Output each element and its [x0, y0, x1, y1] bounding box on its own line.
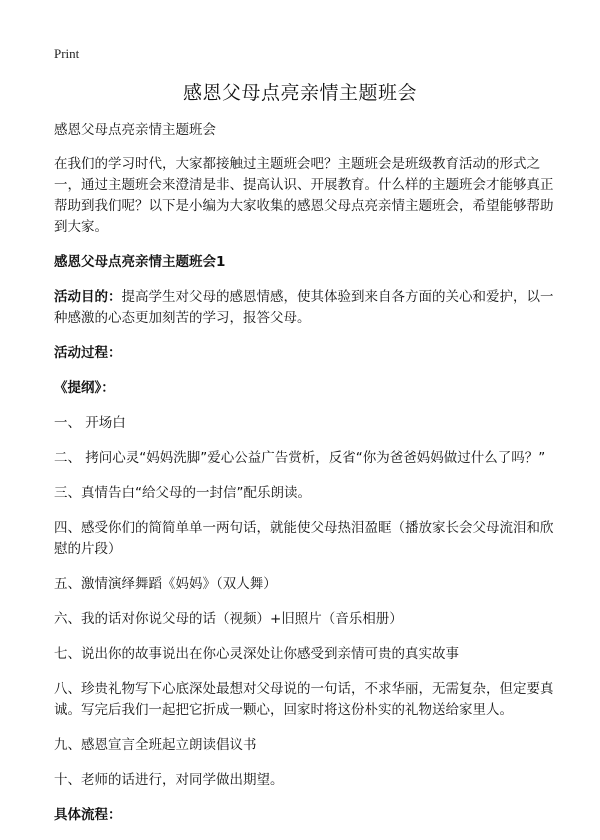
outline-item: 九、感恩宣言全班起立朗读倡议书 [54, 737, 257, 753]
flow-heading: 具体流程： [54, 807, 122, 823]
outline-item: 五、激情演绎舞蹈《妈妈》（双人舞） [54, 576, 277, 592]
section-title: 感恩父母点亮亲情主题班会1 [54, 254, 226, 270]
outline-item: 七、说出你的故事说出在你心灵深处让你感受到亲情可贵的真实故事 [54, 646, 459, 662]
print-label: Print [54, 46, 80, 61]
purpose-label: 活动目的： [54, 289, 122, 305]
outline-heading: 《提纲》： [54, 380, 115, 396]
outline-item: 十、老师的话进行，对同学做出期望。 [54, 772, 284, 788]
outline-item: 二、 拷问心灵“妈妈洗脚”爱心公益广告赏析，反省“你为爸爸妈妈做过什么了吗？” [54, 450, 546, 466]
purpose-text: 提高学生对父母的感恩情感，使其体验到来自各方面的关心和爱护，以一种感激的心态更加刻苦的学习，报答父母。 [54, 289, 554, 326]
page-title: 感恩父母点亮亲情主题班会 [182, 82, 417, 104]
document-body [54, 120, 554, 840]
intro-paragraph: 在我们的学习时代，大家都接触过主题班会吧？主题班会是班级教育活动的形式之一，通过主题班会来澄清是非、提高认识、开展教育。什么样的主题班会才能够真正帮助到我们呢？以下是小编为大家收集的感恩父母点亮亲情主题班会，希望能够帮助到大家。 [54, 156, 554, 235]
outline-item: 三、真情告白“给父母的一封信”配乐朗读。 [54, 485, 311, 501]
outline-item: 八、珍贵礼物写下心底深处最想对父母说的一句话，不求华丽，无需复杂，但定要真诚。写完后我们一起把它折成一颗心，回家时将这份朴实的礼物送给家里人。 [54, 681, 554, 718]
process-heading: 活动过程： [54, 345, 122, 361]
document-subtitle: 感恩父母点亮亲情主题班会 [54, 122, 216, 138]
outline-item: 四、感受你们的简简单单一两句话，就能使父母热泪盈眶（播放家长会父母流泪和欣慰的片段） [54, 520, 554, 557]
purpose-paragraph [54, 287, 554, 329]
outline-item: 六、我的话对你说父母的话（视频）+旧照片（音乐相册） [54, 611, 403, 627]
outline-item: 一、 开场白 [54, 415, 126, 431]
